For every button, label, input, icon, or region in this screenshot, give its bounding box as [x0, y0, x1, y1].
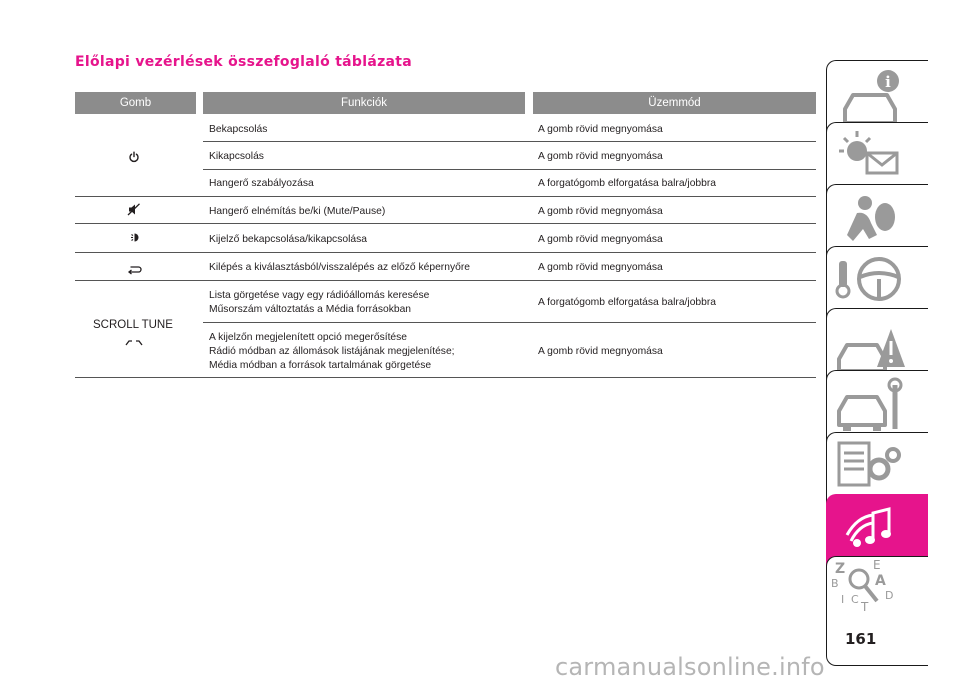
index-letter: D: [885, 589, 894, 602]
index-letter: B: [831, 577, 839, 590]
index-letter: Z: [835, 561, 846, 577]
table-bottom-rule: [75, 377, 816, 378]
row-function-line: A kijelzőn megjelenített opció megerősítése: [209, 332, 408, 343]
header-funkciok: Funkciók: [203, 92, 525, 114]
svg-text:i: i: [885, 73, 891, 91]
row-mode: A forgatógomb elforgatása balra/jobbra: [538, 297, 717, 308]
index-letter: A: [875, 573, 886, 589]
side-tab-index[interactable]: [826, 556, 928, 666]
row-function: Hangerő szabályozása: [209, 178, 314, 189]
index-letter: C: [851, 593, 859, 606]
row-divider: [203, 141, 816, 142]
index-letter: I: [841, 593, 845, 606]
row-function: Kijelző bekapcsolása/kikapcsolása: [209, 234, 367, 245]
row-mode: A gomb rövid megnyomása: [538, 206, 663, 217]
back-icon: [127, 262, 142, 280]
row-function-line: Lista görgetése vagy egy rádióállomás keresése: [209, 290, 430, 301]
alphabetical-index-icon: [827, 557, 929, 667]
watermark: carmanualsonline.info: [555, 653, 825, 681]
row-divider: [203, 169, 816, 170]
row-mode: A gomb rövid megnyomása: [538, 262, 663, 273]
row-function: Hangerő elnémítás be/ki (Mute/Pause): [209, 206, 386, 217]
row-function: Kilépés a kiválasztásból/visszalépés az előző képernyőre: [209, 262, 470, 273]
page-number: 161: [845, 630, 877, 648]
row-divider: [75, 280, 816, 281]
mute-icon: [127, 203, 141, 221]
row-function-line: Rádió módban az állomások listájának megjelenítése;: [209, 346, 455, 357]
row-mode: A gomb rövid megnyomása: [538, 234, 663, 245]
row-divider: [75, 252, 816, 253]
power-icon: [128, 150, 140, 168]
row-mode: A gomb rövid megnyomása: [538, 346, 663, 357]
row-mode: A forgatógomb elforgatása balra/jobbra: [538, 178, 717, 189]
row-mode: A gomb rövid megnyomása: [538, 124, 663, 135]
row-function-line: Műsorszám változtatás a Média forrásokban: [209, 304, 412, 315]
header-gomb: Gomb: [75, 92, 196, 114]
scroll-tune-icon: [124, 334, 144, 352]
row-function: Bekapcsolás: [209, 124, 268, 135]
row-divider: [75, 196, 816, 197]
index-letter: E: [873, 558, 881, 572]
row-function: Kikapcsolás: [209, 151, 264, 162]
scroll-tune-label: SCROLL TUNE: [93, 319, 173, 331]
row-divider: [203, 322, 816, 323]
row-function-line: Média módban a források tartalmának görgetése: [209, 360, 432, 371]
header-uzemmod: Üzemmód: [533, 92, 816, 114]
index-letter: T: [861, 600, 869, 614]
display-icon: [128, 231, 141, 249]
row-divider: [75, 223, 816, 224]
page-title: Előlapi vezérlések összefoglaló táblázata: [75, 54, 413, 70]
row-mode: A gomb rövid megnyomása: [538, 151, 663, 162]
table-header: [75, 92, 816, 114]
